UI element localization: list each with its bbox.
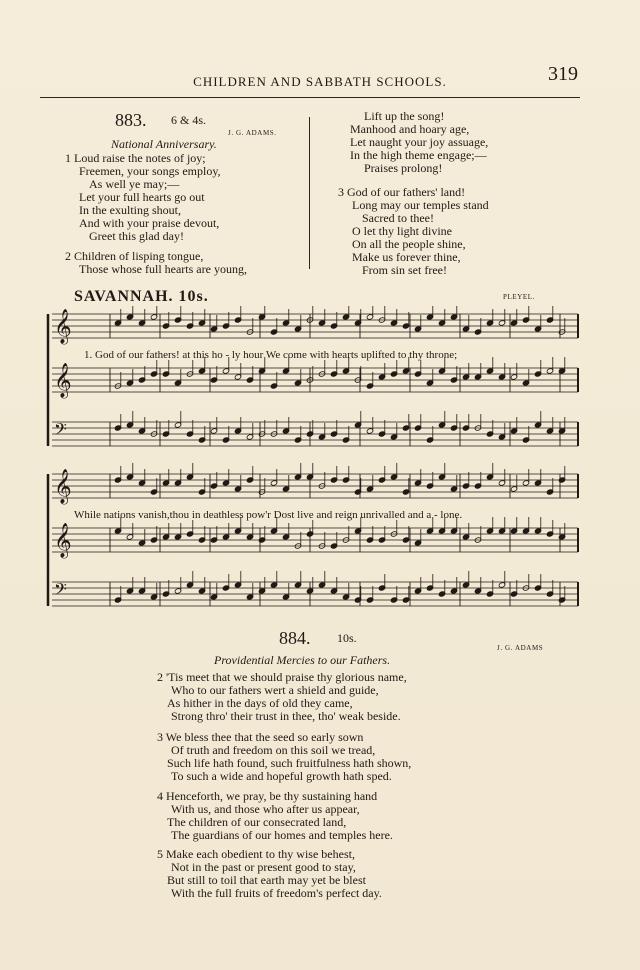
svg-text:𝄞: 𝄞	[54, 309, 72, 344]
svg-text:𝄢: 𝄢	[54, 419, 67, 443]
verse-line: In the exulting shout,	[79, 203, 181, 217]
verse-line: To such a wide and hopeful growth hath sped.	[171, 769, 392, 783]
verse-line: 2 Children of lisping tongue,	[65, 249, 204, 263]
verse-line: Make us forever thine,	[352, 250, 461, 264]
verse-line: 1 Loud raise the notes of joy;	[65, 151, 206, 165]
hymn-884-stanza-4	[157, 790, 393, 842]
hymn-883-meter: 6 & 4s.	[171, 113, 207, 127]
column-divider	[309, 117, 310, 269]
verse-line: 4 Henceforth, we pray, be thy sustaining hand	[157, 789, 378, 803]
verse-line: 3 We bless thee that the seed so early sown	[157, 730, 364, 744]
music-lyrics-line-1: 1. God of our fathers! at this ho - ly hour We come with hearts uplifted to thy throne;	[84, 349, 458, 361]
hymn-883-title: National Anniversary.	[111, 137, 217, 151]
verse-line: Long may our temples stand	[352, 198, 489, 212]
hymn-883-number: 883.	[115, 110, 147, 130]
verse-line: 3 God of our fathers' land!	[338, 185, 466, 199]
verse-line: And with your praise devout,	[79, 216, 220, 230]
verse-line: In the high theme engage;—	[350, 148, 487, 162]
hymn-884-author: J. G. ADAMS	[497, 644, 544, 652]
verse-line: The children of our consecrated land,	[167, 815, 347, 829]
svg-text:𝄞: 𝄞	[54, 469, 72, 504]
verse-line: On all the people shine,	[352, 237, 466, 251]
music-lyrics-line-2: While nations vanish,thou in deathless pow'r Dost live and reign unrivalled and a - lone.	[74, 509, 463, 521]
tune-title: SAVANNAH. 10s.	[74, 288, 209, 305]
tune-composer: PLEYEL.	[503, 293, 536, 301]
hymn-884-meter: 10s.	[337, 631, 357, 645]
verse-line: 2 'Tis meet that we should praise thy glorious name,	[157, 670, 407, 684]
verse-line: But still to toil that earth may yet be blest	[167, 873, 366, 887]
svg-text:𝄞: 𝄞	[54, 523, 72, 558]
verse-line: With the full fruits of freedom's perfect day.	[171, 886, 382, 900]
clefs	[54, 309, 72, 603]
verse-line: Not in the past or present good to stay,	[171, 860, 356, 874]
verse-line: Let your full hearts go out	[79, 190, 205, 204]
verse-line: As well ye may;—	[89, 177, 180, 191]
verse-line: 5 Make each obedient to thy wise behest,	[157, 847, 355, 861]
svg-text:𝄞: 𝄞	[54, 363, 72, 398]
verse-line: Lift up the song!	[364, 109, 445, 123]
verse-line: Praises prolong!	[364, 161, 443, 175]
running-header: CHILDREN AND SABBATH SCHOOLS.	[193, 74, 447, 89]
hymn-883-stanza-3	[338, 186, 489, 277]
verse-line: Manhood and hoary age,	[350, 122, 470, 136]
hymn-883-stanza-1	[65, 152, 221, 243]
hymn-884-stanza-3	[157, 731, 411, 783]
hymn-884-title: Providential Mercies to our Fathers.	[214, 653, 391, 667]
verse-line: Of truth and freedom on this soil we tread,	[171, 743, 376, 757]
verse-line: Such life hath found, such fruitfulness hath shown,	[167, 756, 412, 770]
hymn-883-stanza-2-continued	[350, 109, 489, 175]
hymn-884-stanza-2	[157, 671, 407, 723]
verse-line: Sacred to thee!	[362, 211, 434, 225]
verse-line: Those whose full hearts are young,	[79, 262, 247, 276]
svg-text:𝄢: 𝄢	[54, 579, 67, 603]
hymn-884-stanza-5	[157, 848, 382, 900]
verse-line: From sin set free!	[362, 263, 447, 277]
verse-line: Freemen, your songs employ,	[79, 164, 221, 178]
verse-line: O let thy light divine	[352, 224, 452, 238]
hymn-883-stanza-2	[65, 250, 247, 276]
verse-line: As hither in the days of old they came,	[167, 696, 353, 710]
verse-line: Greet this glad day!	[89, 229, 184, 243]
verse-line: Who to our fathers wert a shield and guide,	[171, 683, 379, 697]
header-rule	[40, 97, 580, 98]
hymn-884-number: 884.	[279, 628, 311, 648]
verse-line: With us, and those who after us appear,	[171, 802, 360, 816]
page-number: 319	[548, 63, 578, 85]
verse-line: Strong thro' their trust in thee, tho' weak beside.	[171, 709, 401, 723]
hymn-883-author: J. G. ADAMS.	[228, 129, 277, 137]
verse-line: The guardians of our homes and temples here.	[171, 828, 393, 842]
verse-line: Let naught your joy assuage,	[350, 135, 489, 149]
